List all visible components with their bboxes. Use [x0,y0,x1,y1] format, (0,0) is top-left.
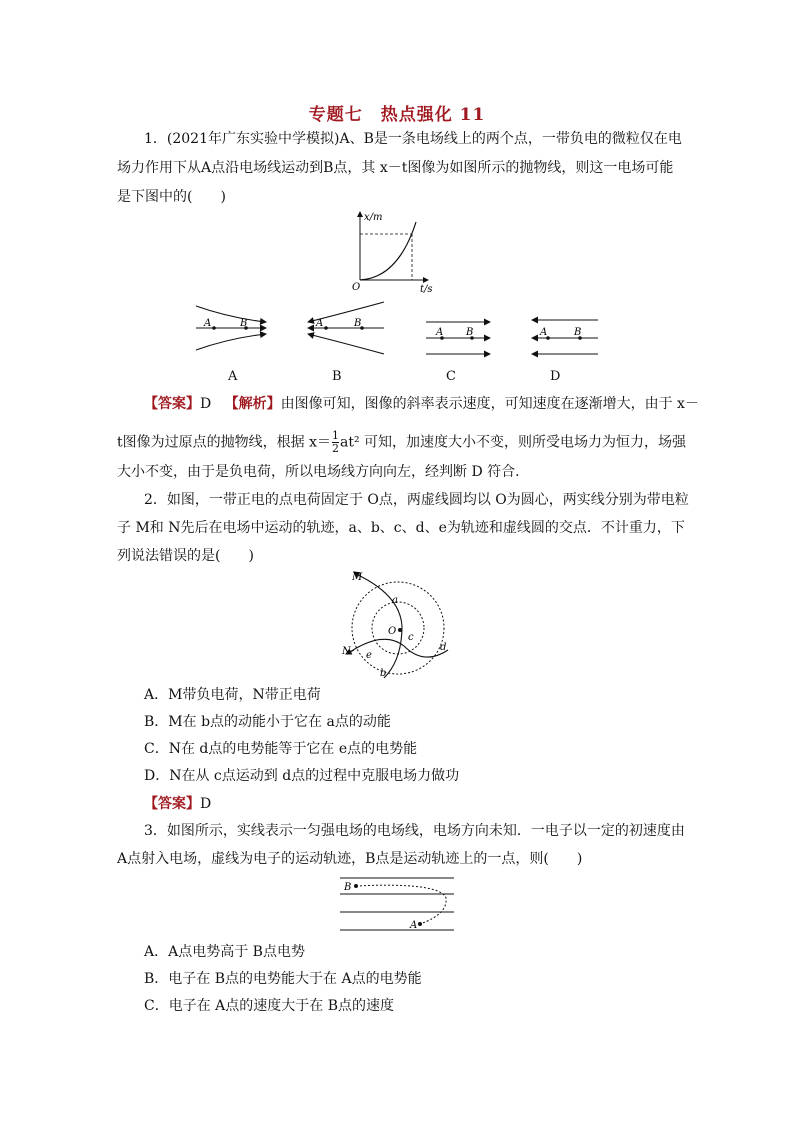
field-a-label-a: A [204,318,212,329]
q1-line-1: 1．(2021年广东实验中学模拟)A、B是一条电场线上的两个点，一带负电的微粒仅在电 [144,131,682,147]
q1-analysis-2a: t图像为过原点的抛物线，根据 x＝ [117,434,331,451]
q2-option-a: A．M带负电荷，N带正电荷 [144,687,321,703]
field-c-label-b: B [466,327,474,338]
q1-answer-tag: 【答案】 [144,396,200,412]
field-b-label-b: B [354,318,362,329]
q2-answer-tag: 【答案】 [144,796,200,812]
label-b: B [344,882,352,893]
q3-option-a: A．A点电势高于 B点电势 [144,944,305,960]
q2-orbit-figure [340,566,470,678]
q3-option-b: B．电子在 B点的电势能大于在 A点的电势能 [144,971,422,987]
q2-line-3: 列说法错误的是( ) [117,548,254,564]
q2-answer: D [200,796,212,812]
frac-denominator: 2 [331,442,339,455]
q1-analysis-3: 大小不变，由于是负电荷，所以电场线方向向左，经判断 D 符合． [117,464,530,480]
q3-option-c: C．电子在 A点的速度大于在 B点的速度 [144,998,395,1014]
q1-option-a-label: A [228,369,238,384]
field-option-b [308,302,384,354]
q1-option-c-label: C [446,369,456,384]
q2-option-c: C．N在 d点的电势能等于它在 e点的电势能 [144,741,418,757]
page-title: 专题七 热点强化 11 [308,105,486,125]
label-c: c [408,632,414,643]
graph-ylabel: x/m [364,212,383,223]
q1-option-d-label: D [550,369,561,384]
q3-line-1: 3．如图所示，实线表示一匀强电场的电场线，电场方向未知．一电子以一定的初速度由 [144,823,685,839]
field-d-label-b: B [574,327,582,338]
q1-field-options [190,296,610,376]
label-a: A [410,920,418,931]
label-e: e [366,650,372,661]
field-a-label-b: B [240,318,248,329]
label-n: N [342,646,351,657]
field-option-c [426,322,490,354]
label-b: b [380,668,387,679]
q2-option-b: B．M在 b点的动能小于它在 a点的动能 [144,714,391,730]
q1-option-b-label: B [332,369,342,384]
field-option-d [532,320,598,354]
q1-line-2: 场力作用下从A点沿电场线运动到B点，其 x－t图像为如图所示的抛物线，则这一电场可能 [117,160,674,176]
q1-analysis-2b: at² 可知，加速度大小不变，则所受电场力为恒力，场强 [339,434,687,451]
q2-line-2: 子 M和 N先后在电场中运动的轨迹，a、b、c、d、e为轨迹和虚线圆的交点．不计重力，下 [117,520,685,536]
field-b-label-a: A [316,318,324,329]
field-d-label-a: A [540,327,548,338]
q1-answer: D [200,396,212,412]
q1-xt-graph [350,208,440,298]
label-m: M [352,572,363,583]
field-c-label-a: A [436,327,444,338]
q1-analysis-1: 由图像可知，图像的斜率表示速度，可知速度在逐渐增大，由于 x－ [280,396,699,412]
q2-option-d: D．N在从 c点运动到 d点的过程中克服电场力做功 [144,768,460,784]
q3-field-figure [340,872,460,934]
q1-analysis-tag: 【解析】 [224,396,281,412]
frac-numerator: 1 [331,429,339,442]
graph-origin: O [352,282,361,293]
field-option-a [196,306,266,350]
label-a: a [392,595,398,606]
graph-xlabel: t/s [420,284,433,295]
q1-line-3: 是下图中的( ) [117,189,226,205]
label-d: d [440,642,447,653]
q2-line-1: 2．如图，一带正电的点电荷固定于 O点，两虚线圆均以 O为圆心，两实线分别为带电粒 [144,492,689,508]
label-o: O [388,626,397,637]
q3-line-2: A点射入电场，虚线为电子的运动轨迹，B点是运动轨迹上的一点，则( ) [117,851,583,867]
